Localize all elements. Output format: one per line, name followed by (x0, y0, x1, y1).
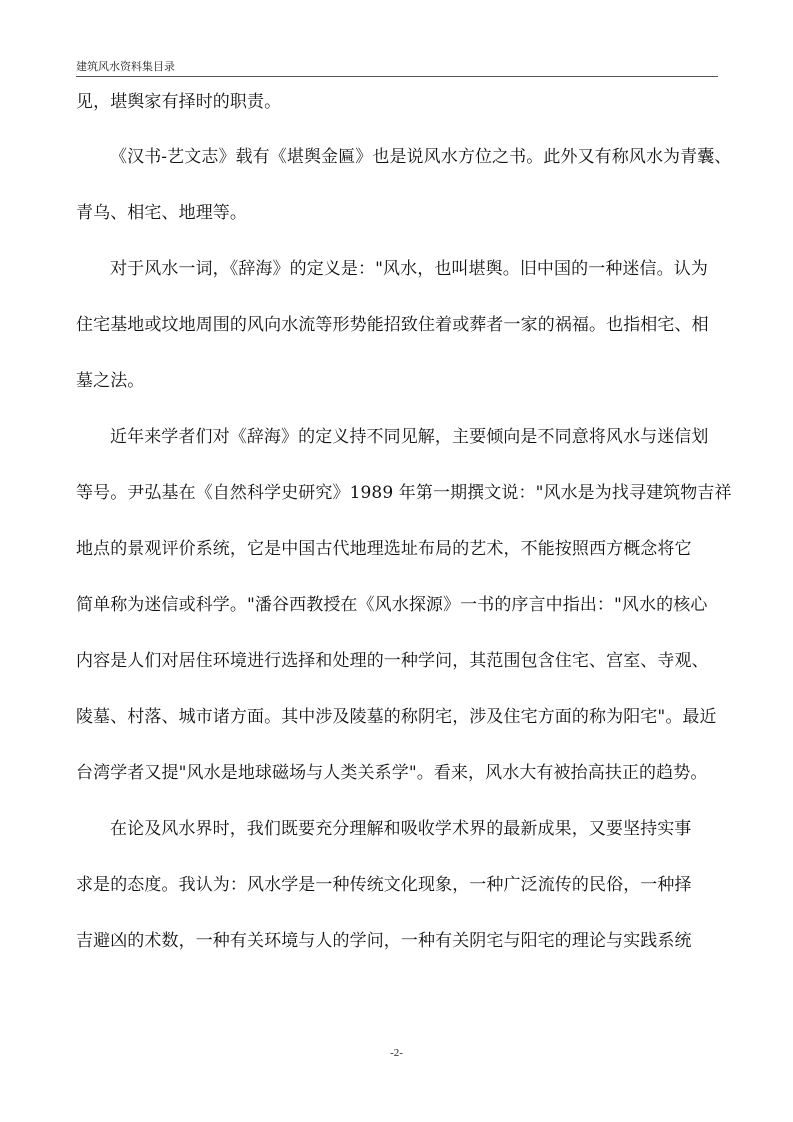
page-number: -2- (390, 1047, 403, 1059)
text-line: 青乌、相宅、地理等。 (76, 203, 247, 223)
text-line: 住宅基地或坟地周围的风向水流等形势能招致住着或葬者一家的祸福。也指相宅、相 (76, 315, 709, 335)
text-line: 在论及风水界时，我们既要充分理解和吸收学术界的最新成果，又要坚持实事 (110, 819, 692, 839)
text-line: 近年来学者们对《辞海》的定义持不同见解，主要倾向是不同意将风水与迷信划 (110, 427, 709, 447)
text-line: 墓之法。 (76, 371, 145, 391)
text-line: 等号。尹弘基在《自然科学史研究》1989 年第一期撰文说："风水是为找寻建筑物吉祥 (76, 483, 732, 503)
text-line: 地点的景观评价系统，它是中国古代地理选址布局的艺术，不能按照西方概念将它 (76, 539, 692, 559)
text-line: 台湾学者又提"风水是地球磁场与人类关系学"。看来，风水大有被抬高扶正的趋势。 (76, 763, 708, 783)
text-line: 陵墓、村落、城市诸方面。其中涉及陵墓的称阴宅，涉及住宅方面的称为阳宅"。最近 (76, 707, 717, 727)
text-line: 内容是人们对居住环境进行选择和处理的一种学问，其范围包含住宅、宫室、寺观、 (76, 651, 709, 671)
text-line: 求是的态度。我认为：风水学是一种传统文化现象，一种广泛流传的民俗，一种择 (76, 875, 692, 895)
text-line: 简单称为迷信或科学。"潘谷西教授在《风水探源》一书的序言中指出："风水的核心 (76, 595, 708, 615)
text-line: 《汉书-艺文志》载有《堪舆金匾》也是说风水方位之书。此外又有称风水为青囊、 (110, 147, 732, 167)
text-line: 对于风水一词，《辞海》的定义是："风水，也叫堪舆。旧中国的一种迷信。认为 (110, 259, 708, 279)
page-header (76, 60, 718, 77)
text-line: 见，堪舆家有择时的职责。 (76, 92, 282, 112)
text-line: 吉避凶的术数，一种有关环境与人的学问，一种有关阴宅与阳宅的理论与实践系统 (76, 931, 692, 951)
header-title: 建筑风水资料集目录 (76, 60, 175, 73)
